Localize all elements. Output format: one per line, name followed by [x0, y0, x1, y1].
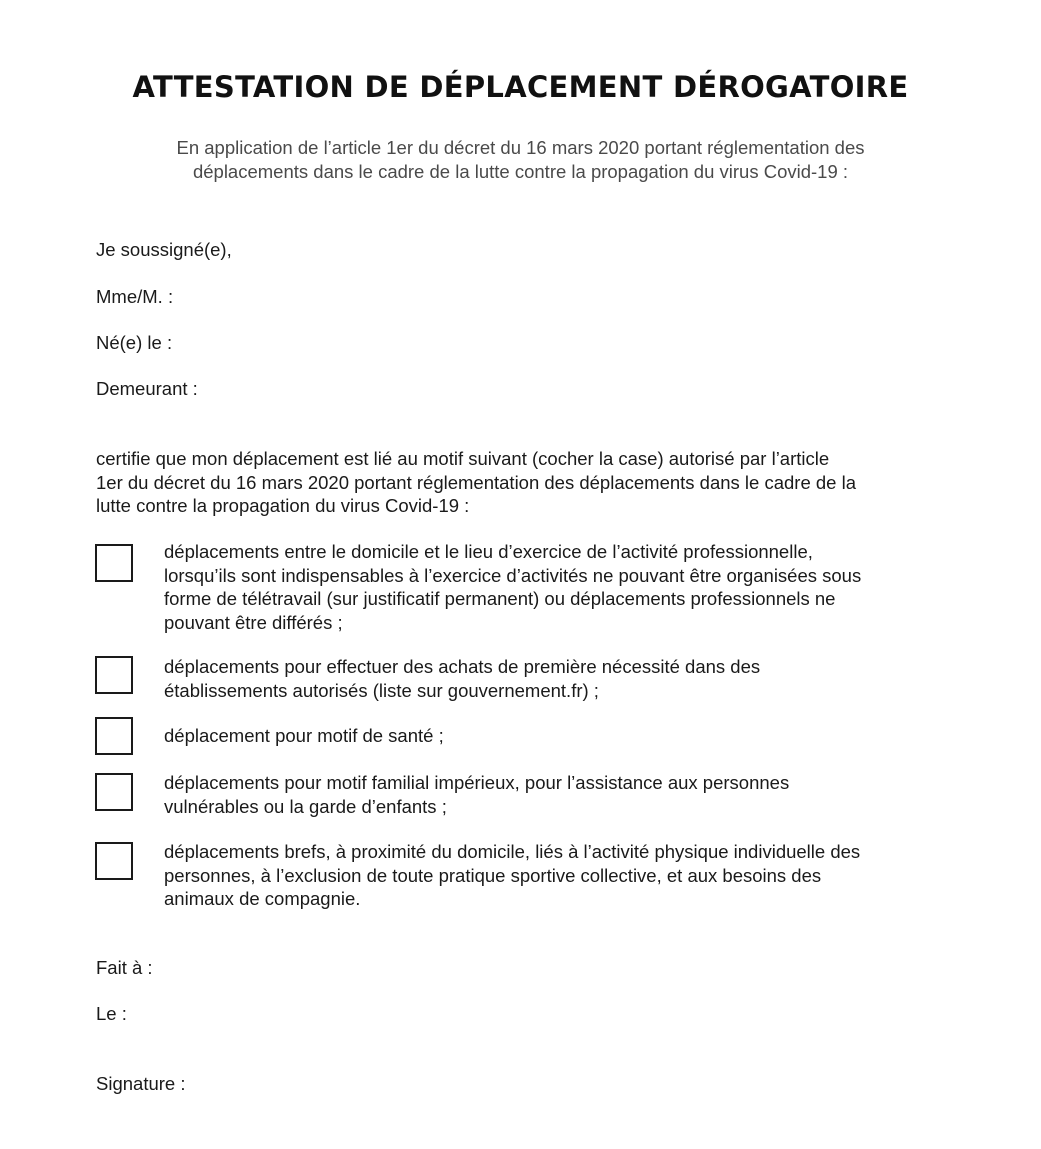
checkbox-health[interactable]	[95, 717, 133, 755]
document-title: ATTESTATION DE DÉPLACEMENT DÉROGATOIRE	[132, 70, 909, 104]
checkbox-family[interactable]	[95, 773, 133, 811]
reason-line: établissements autorisés (liste sur gouvernement.fr) ;	[164, 679, 599, 701]
certify-line: 1er du décret du 16 mars 2020 portant réglementation des déplacements dans le cadre de la	[96, 471, 857, 493]
birth-date-field-label: Né(e) le :	[96, 332, 173, 353]
reason-purchases	[164, 655, 964, 702]
certify-line: certifie que mon déplacement est lié au motif suivant (cocher la case) autorisé par l’article	[96, 448, 830, 469]
checkbox-professional[interactable]	[95, 544, 133, 582]
address-field-label: Demeurant :	[96, 378, 198, 399]
reason-professional	[164, 540, 964, 634]
document-subtitle	[0, 136, 1041, 184]
reason-line: lorsqu’ils sont indispensables à l’exercice d’activités ne pouvant être organisées sous	[164, 564, 862, 586]
subtitle-line: En application de l’article 1er du décret du 16 mars 2020 portant réglementation des	[176, 137, 865, 158]
name-field-label: Mme/M. :	[96, 286, 174, 307]
checkbox-physical-activity[interactable]	[95, 842, 133, 880]
reason-line: personnes, à l’exclusion de toute pratique sportive collective, et aux besoins des	[164, 864, 822, 886]
reason-health	[164, 724, 964, 748]
signature-field-label: Signature :	[96, 1073, 186, 1094]
certify-line: lutte contre la propagation du virus Covid-19 :	[96, 495, 470, 516]
reason-line: pouvant être différés ;	[164, 611, 343, 633]
reason-line: animaux de compagnie.	[164, 888, 361, 909]
reason-line: vulnérables ou la garde d’enfants ;	[164, 795, 447, 817]
checkbox-purchases[interactable]	[95, 656, 133, 694]
reason-family	[164, 771, 964, 818]
reason-physical-activity	[164, 840, 964, 911]
reason-line: déplacements entre le domicile et le lieu d’exercice de l’activité professionnelle,	[164, 541, 813, 562]
reason-line: forme de télétravail (sur justificatif permanent) ou déplacements professionnels ne	[164, 588, 836, 609]
certification-text	[96, 447, 966, 518]
place-field-label: Fait à :	[96, 957, 153, 978]
intro-text: Je soussigné(e),	[96, 239, 232, 260]
reason-line: déplacements pour effectuer des achats de première nécessité dans des	[164, 656, 761, 677]
reason-line: déplacements brefs, à proximité du domicile, liés à l’activité physique individuelle des	[164, 841, 861, 862]
subtitle-line: déplacements dans le cadre de la lutte contre la propagation du virus Covid-19 :	[192, 161, 849, 182]
reason-line: déplacements pour motif familial impérieux, pour l’assistance aux personnes	[164, 772, 790, 793]
reason-line: déplacement pour motif de santé ;	[164, 725, 444, 746]
date-field-label: Le :	[96, 1003, 127, 1024]
